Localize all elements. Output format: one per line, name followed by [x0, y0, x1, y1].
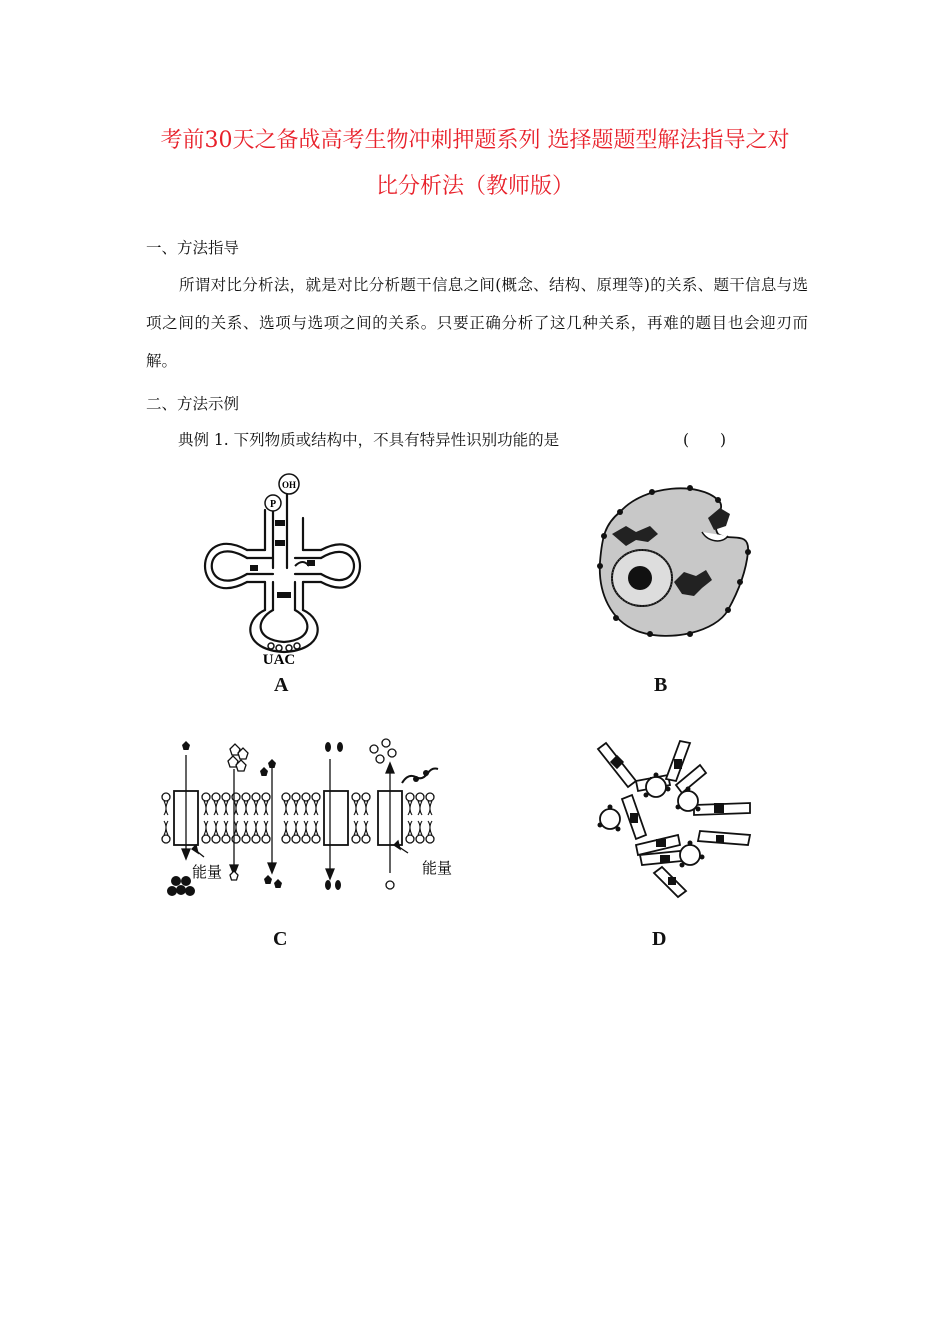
section-1-paragraph: 所谓对比分析法，就是对比分析题干信息之间(概念、结构、原理等)的关系、题干信息与选项之间的关系、选项与选项之间的关系。只要正确分析了这几种关系，再难的题目也会迎刃而解。 — [146, 276, 808, 370]
section-1-heading: 一、方法指导 — [146, 239, 240, 257]
title-line-2: 比分析法（教师版） — [375, 174, 574, 199]
document-title — [120, 118, 830, 210]
figure-d-label: D — [652, 928, 667, 950]
question-text: 典例 1. 下列物质或结构中，不具有特异性识别功能的是 — [178, 431, 560, 449]
answer-parentheses: ( ) — [683, 431, 727, 449]
title-line-1: 考前30天之备战高考生物冲刺押题系列 选择题题型解法指导之对 — [160, 128, 790, 153]
anticodon-label: UAC — [262, 652, 296, 668]
tag-p: P — [269, 499, 277, 510]
figure-a-label: A — [274, 674, 289, 696]
figure-b-cell — [590, 482, 760, 662]
energy-label-right: 能量 — [422, 860, 453, 877]
figure-c-label: C — [273, 928, 288, 950]
energy-label-left: 能量 — [192, 864, 223, 881]
figure-c-membrane — [160, 735, 470, 900]
tag-oh: OH — [281, 480, 297, 490]
figure-a-trna — [195, 470, 375, 670]
figure-d-antibodies — [590, 735, 760, 900]
figure-b-label: B — [654, 674, 668, 696]
section-2-heading: 二、方法示例 — [146, 395, 240, 413]
